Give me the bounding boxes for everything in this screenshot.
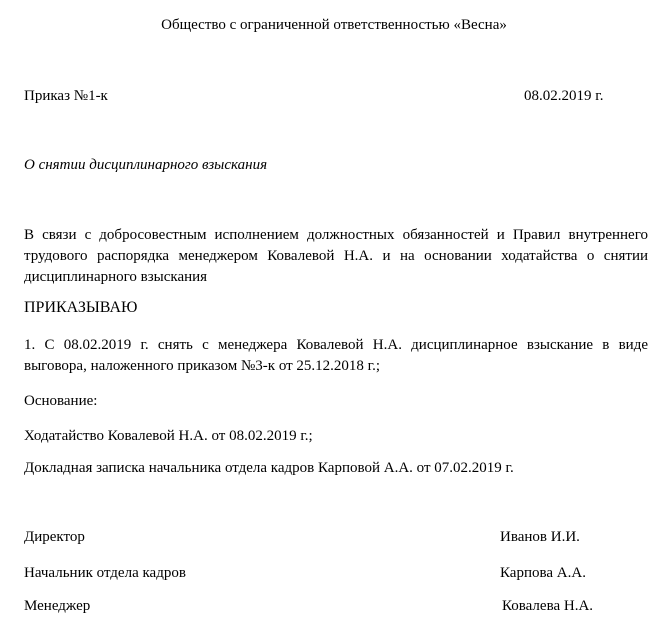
signature-name-director: Иванов И.И. <box>500 529 580 545</box>
signature-name-hr-head: Карпова А.А. <box>500 565 586 581</box>
basis-item: Ходатайство Ковалевой Н.А. от 08.02.2019 г.; <box>24 428 313 444</box>
basis-item: Докладная записка начальника отдела кадров Карповой А.А. от 07.02.2019 г. <box>24 460 514 476</box>
order-subject: О снятии дисциплинарного взыскания <box>24 157 268 173</box>
signature-name-manager: Ковалева Н.А. <box>502 598 594 614</box>
company-name: Общество с ограниченной ответственностью «Весна» <box>161 17 507 33</box>
basis-label: Основание: <box>24 393 98 409</box>
order-reason-paragraph: В связи с добросовестным исполнением должностных обязанностей и Правил внутреннего трудового распорядка менеджером Ковалевой Н.А. и на основании ходатайства о снятии дисциплинарного взыскания <box>24 227 648 285</box>
signature-role-director: Директор <box>24 529 85 545</box>
signature-role-hr-head: Начальник отдела кадров <box>24 565 186 581</box>
signature-role-manager: Менеджер <box>24 598 91 614</box>
order-directive: ПРИКАЗЫВАЮ <box>24 299 138 316</box>
order-date: 08.02.2019 г. <box>524 88 604 104</box>
order-number: Приказ №1-к <box>24 88 108 104</box>
order-item-1: 1. С 08.02.2019 г. снять с менеджера Ковалевой Н.А. дисциплинарное взыскание в виде выговора, наложенного приказом №3-к от 25.12.2018 г.; <box>24 337 648 374</box>
